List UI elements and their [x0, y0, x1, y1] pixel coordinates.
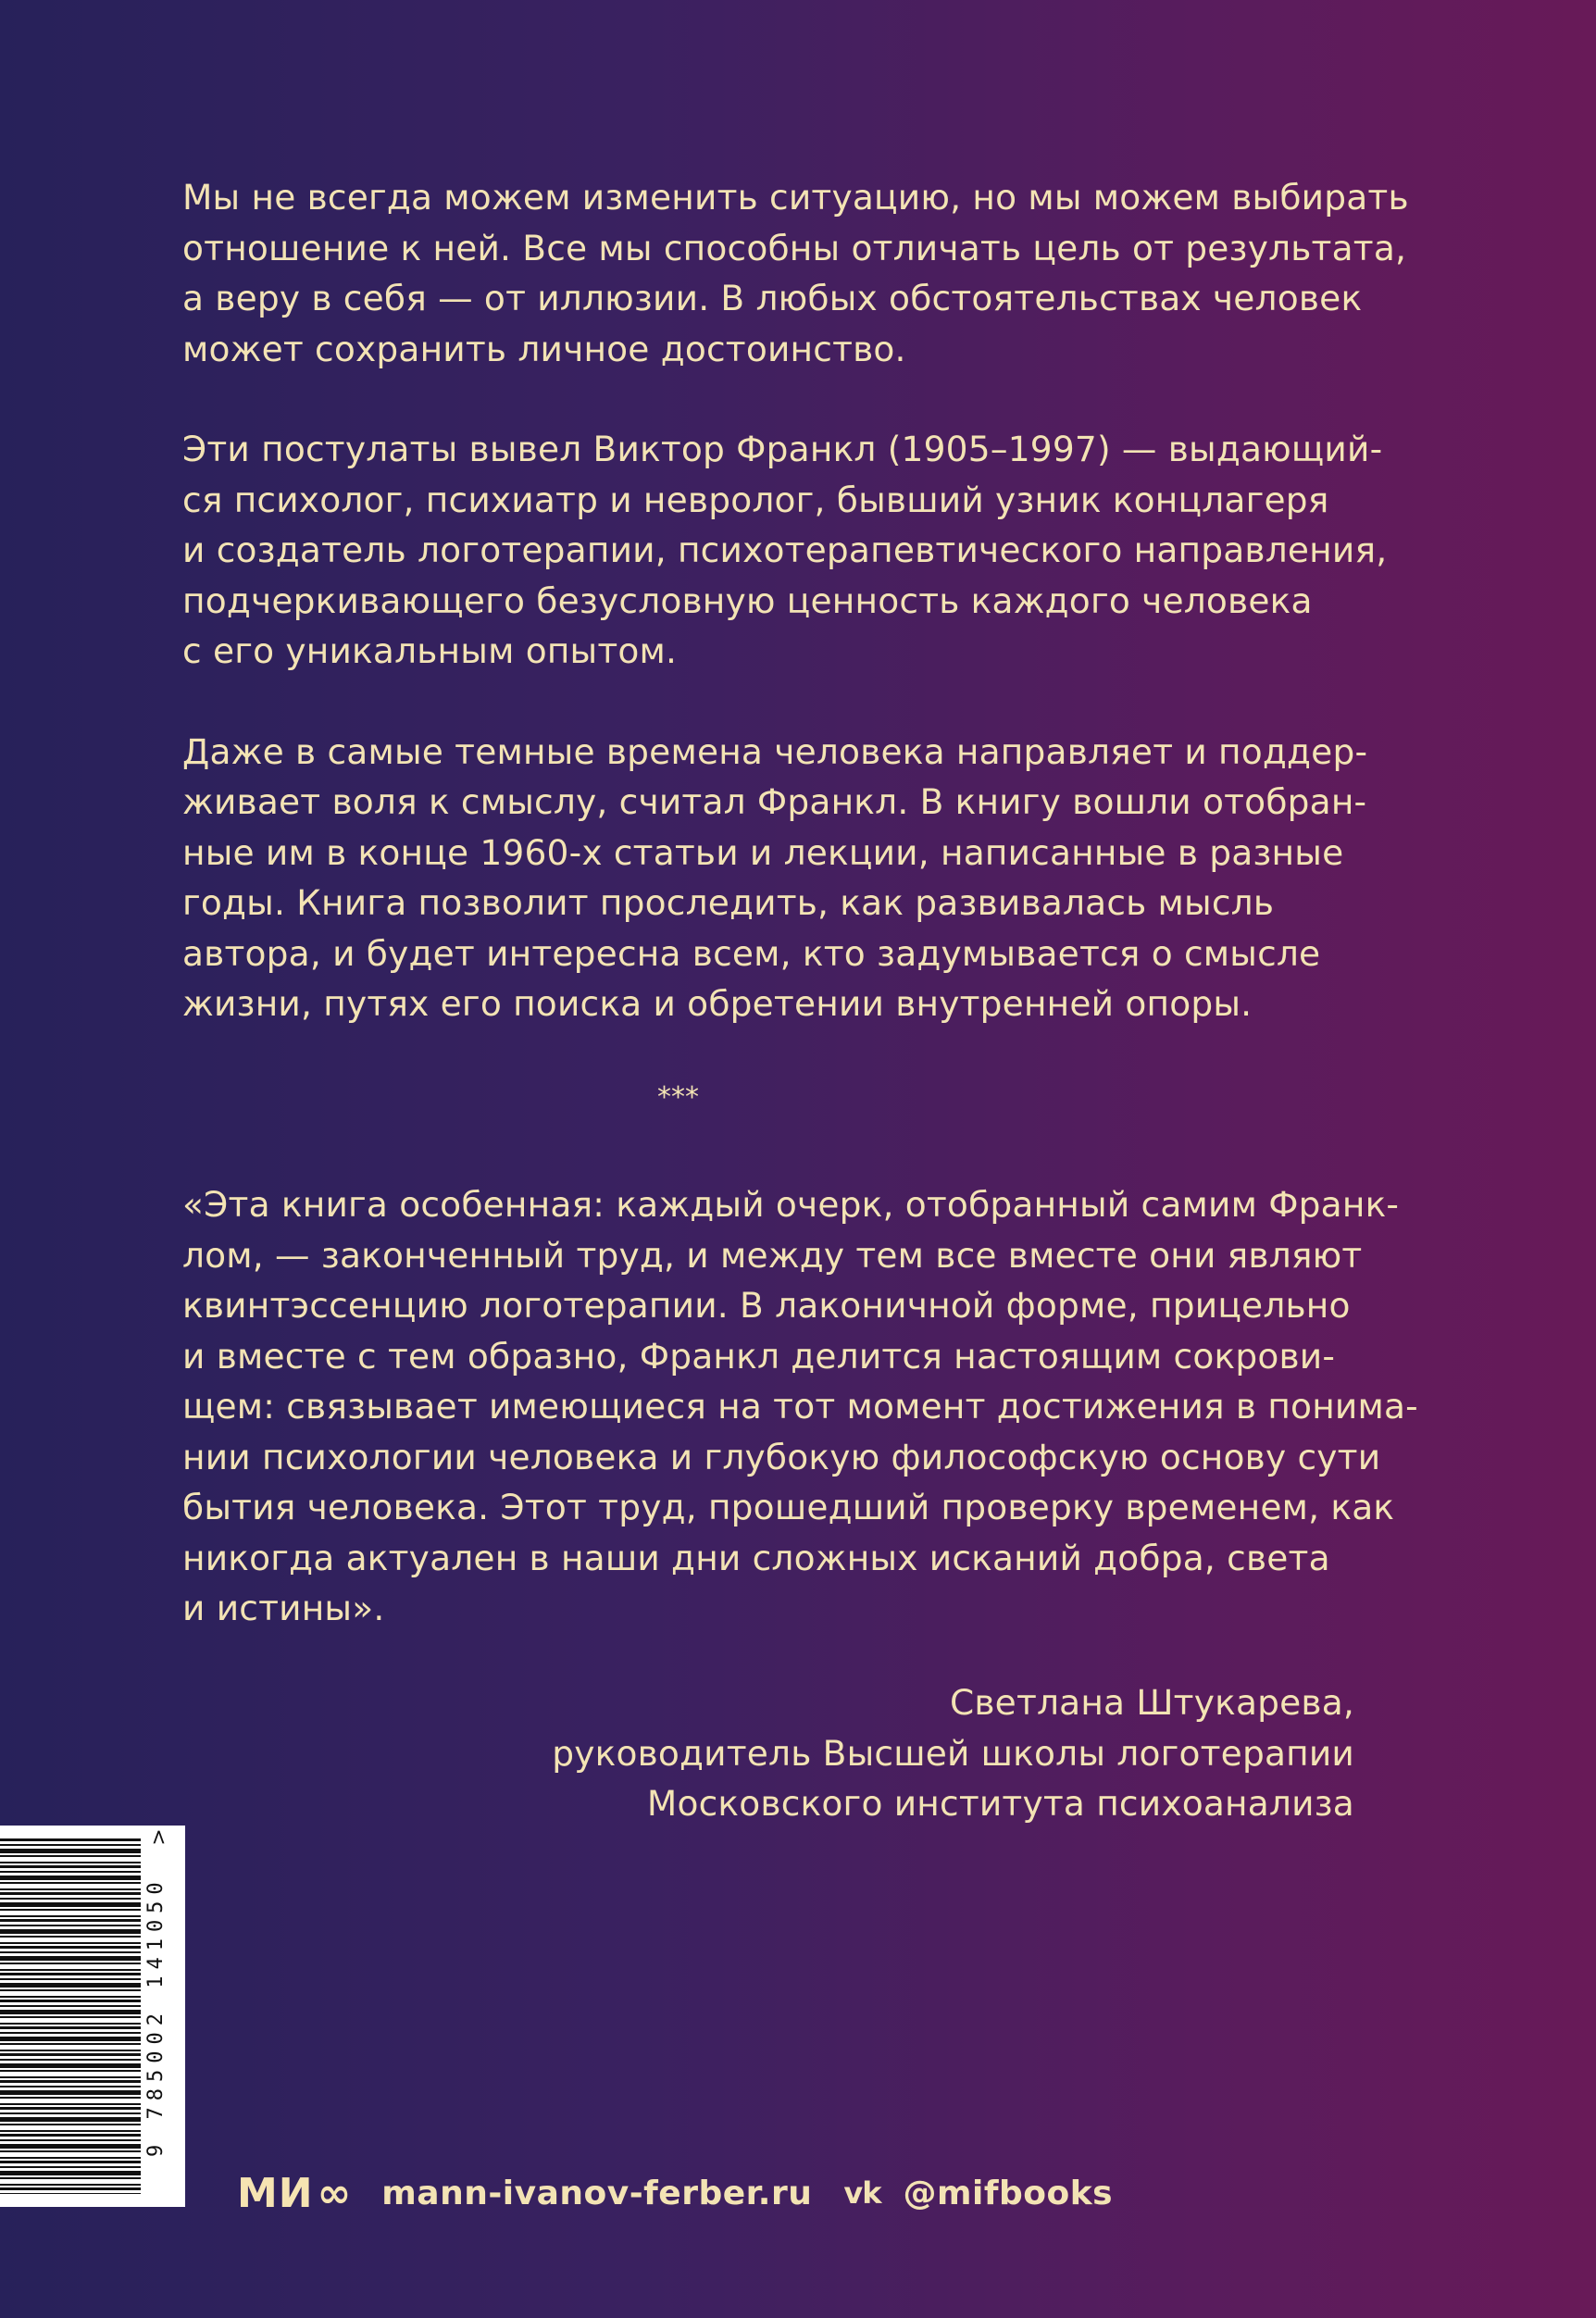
quote-line: никогда актуален в наши дни сложных исканий добра, света: [182, 1537, 1330, 1578]
quote-line: квинтэссенцию логотерапии. В лаконичной форме, прицельно: [182, 1285, 1351, 1326]
text-line: отношение к ней. Все мы способны отличать цель от результата,: [182, 227, 1407, 268]
text-line: ные им в конце 1960-х статьи и лекции, написанные в разные: [182, 831, 1344, 873]
text-line: и создатель логотерапии, психотерапевтического направления,: [182, 530, 1388, 570]
text-line: а веру в себя — от иллюзии. В любых обстоятельствах человек: [182, 278, 1363, 318]
website-link[interactable]: mann-ivanov-ferber.ru: [381, 2174, 813, 2212]
barcode-arrow-icon: >: [147, 1828, 171, 1846]
mif-logo: [237, 2170, 352, 2217]
text-line: Эти постулаты вывел Виктор Франкл (1905–1997) — выдающий-: [182, 429, 1383, 469]
infinity-icon: ∞: [317, 2169, 353, 2217]
social-handle[interactable]: @mifbooks: [903, 2174, 1114, 2212]
text-line: годы. Книга позволит проследить, как развивалась мысль: [182, 882, 1275, 923]
quote-line: и истины».: [182, 1588, 385, 1628]
text-line: может сохранить личное достоинство.: [182, 328, 906, 369]
isbn-barcode: [0, 1826, 185, 2207]
attribution-line: руководитель Высшей школы логотерапии: [552, 1732, 1354, 1774]
attribution-line: Московского института психоанализа: [646, 1783, 1354, 1824]
quote-line: щем: связывает имеющиеся на тот момент достижения в понима-: [182, 1386, 1418, 1427]
paragraph-2: [182, 424, 1388, 677]
quote-line: бытия человека. Этот труд, прошедший проверку временем, как: [182, 1487, 1395, 1527]
review-quote: [182, 1179, 1418, 1634]
publisher-footer: [237, 2161, 1113, 2225]
text-line: Даже в самые темные времена человека направляет и поддер-: [182, 730, 1368, 772]
section-separator: ***: [657, 1081, 699, 1114]
text-line: живает воля к смыслу, считал Франкл. В книгу вошли отобран-: [182, 781, 1367, 822]
text-line: Мы не всегда можем изменить ситуацию, но мы можем выбирать: [182, 177, 1409, 218]
text-line: автора, и будет интересна всем, кто задумывается о смысле: [182, 932, 1321, 974]
barcode-digits: 9 785002 141050: [144, 1876, 168, 2157]
quote-line: и вместе с тем образно, Франкл делится настоящим сокрови-: [182, 1335, 1336, 1377]
quote-line: нии психологии человека и глубокую философскую основу сути: [182, 1436, 1381, 1477]
logo-text: МИ: [237, 2169, 314, 2217]
text-line: ся психолог, психиатр и невролог, бывший узник концлагеря: [182, 479, 1329, 520]
annotation-text: [182, 172, 1409, 1079]
paragraph-1: [182, 172, 1409, 374]
barcode-bars: [0, 1838, 141, 2194]
paragraph-3: [182, 727, 1367, 1029]
text-line: подчеркивающего безусловную ценность каждого человека: [182, 580, 1313, 621]
text-line: с его уникальным опытом.: [182, 630, 678, 671]
quote-attribution: [552, 1677, 1354, 1829]
quote-line: «Эта книга особенная: каждый очерк, отобранный самим Франк-: [182, 1184, 1400, 1225]
vk-icon[interactable]: vk: [843, 2175, 881, 2211]
attribution-line: Светлана Штукарева,: [949, 1682, 1354, 1723]
quote-line: лом, — законченный труд, и между тем все вместе они являют: [182, 1234, 1363, 1276]
text-line: жизни, путях его поиска и обретении внутренней опоры.: [182, 983, 1253, 1024]
